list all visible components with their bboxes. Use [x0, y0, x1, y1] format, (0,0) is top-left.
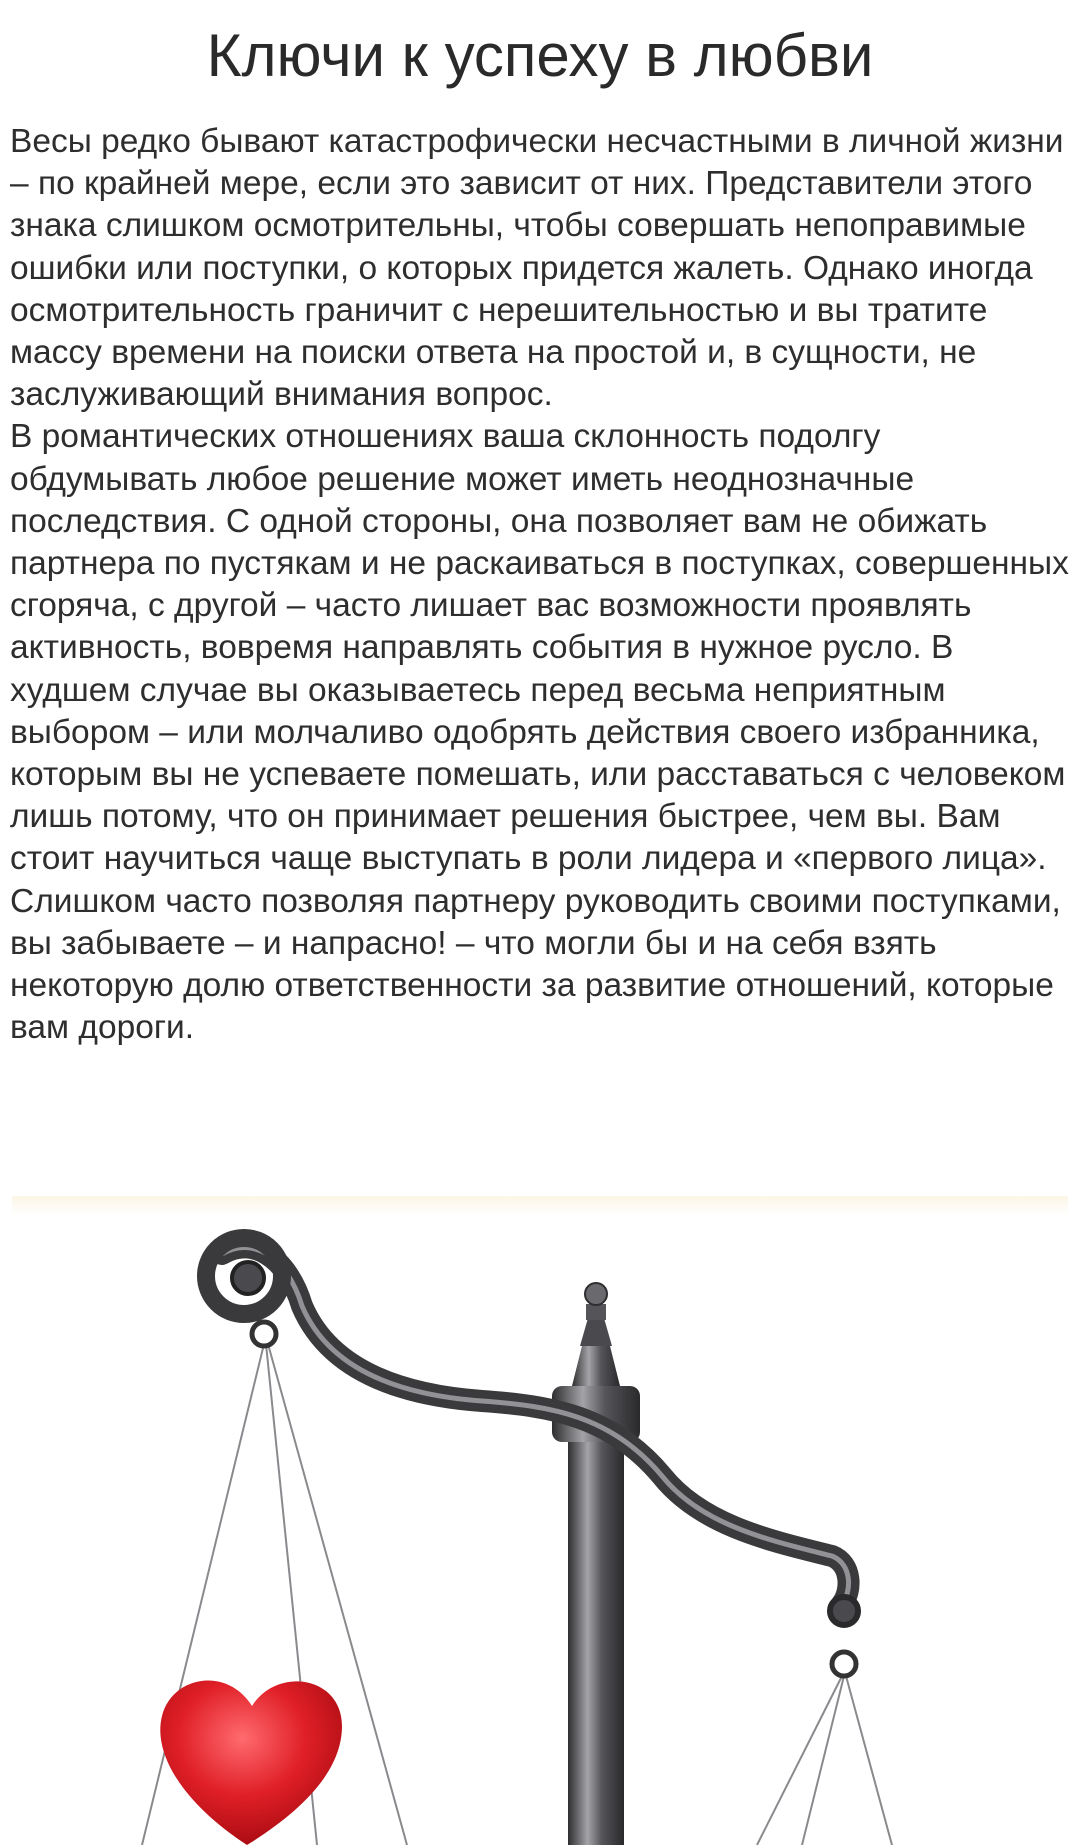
scales-pillar — [552, 1283, 640, 1845]
article-paragraph: В романтических отношениях ваша склонность подолгу обдумывать любое решение может иметь неоднозначные последствия. С одной стороны, она позволяет вам не обижать партнера по пустякам и не раскаиваться в поступках, совершенных сгоряча, с другой – часто лишает вас возможности проявлять активность, вовремя направлять события в нужное русло. В худшем случае вы оказываетесь перед весьма неприятным выбором – или молчаливо одобрять действия своего избранника, которым вы не успеваете помешать, или расставаться с человеком лишь потому, что он принимает решения быстрее, чем вы. Вам стоит научиться чаще выступать в роли лидера и «первого лица». Слишком часто позволяя партнеру руководить своими поступками, вы забываете – и напрасно! – что могли бы и на себя взять некоторую долю ответственности за развитие отношений, которые вам дороги. — [10, 418, 1069, 1047]
page-title: Ключи к успеху в любви — [206, 22, 874, 89]
right-pan-strings — [757, 1676, 892, 1845]
right-beam-end — [830, 1597, 858, 1676]
scales-image — [12, 1196, 1068, 1845]
article-body — [10, 121, 1074, 1049]
image-top-edge — [12, 1196, 1068, 1216]
article-paragraph: Весы редко бывают катастрофически несчастными в личной жизни – по крайней мере, если это зависит от них. Представители этого знака слишком осмотрительны, чтобы совершать непоправимые ошибки или поступки, о которых придется жалеть. Однако иногда осмотрительность граничит с нерешительностью и вы тратите массу времени на поиски ответа на простой и, в сущности, не заслуживающий внимания вопрос. — [10, 123, 1064, 414]
scales-beam — [222, 1247, 849, 1604]
scales-heart-illustration — [12, 1196, 1068, 1845]
